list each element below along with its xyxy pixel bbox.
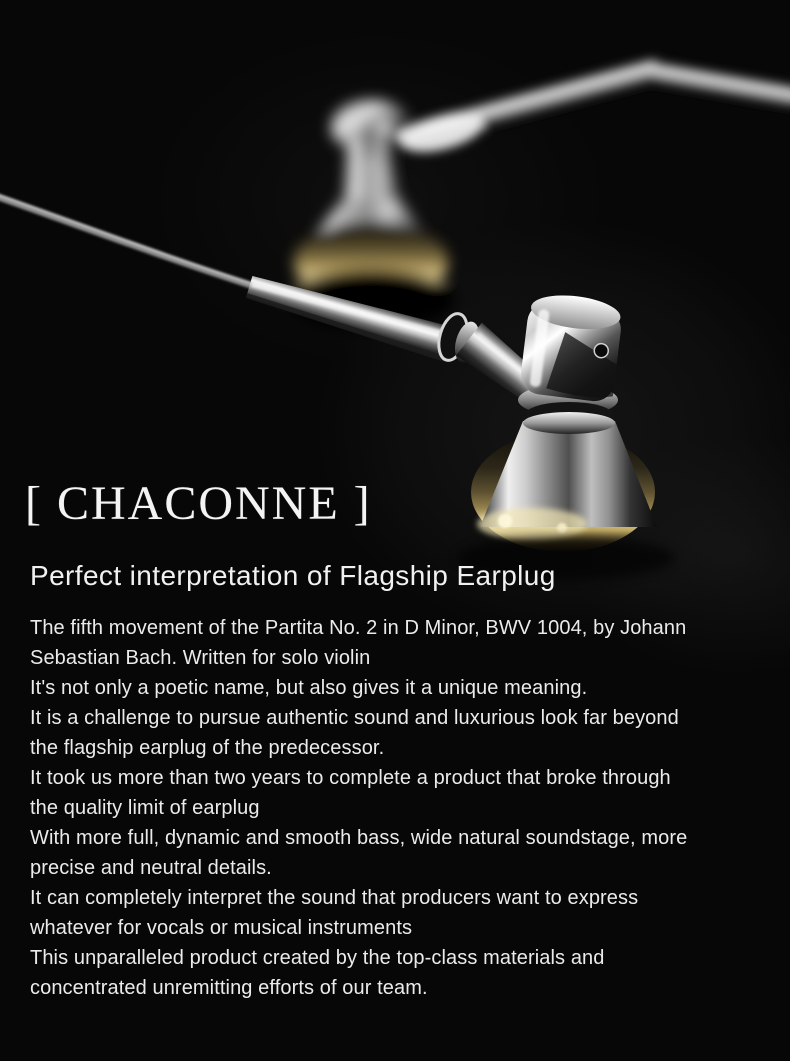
description-line: It took us more than two years to complete a product that broke through <box>30 767 671 789</box>
description-line: It can completely interpret the sound that producers want to express <box>30 887 639 909</box>
description-line: the quality limit of earplug <box>30 797 260 819</box>
description-line: With more full, dynamic and smooth bass, wide natural soundstage, more <box>30 827 688 849</box>
description-line: concentrated unremitting efforts of our team. <box>30 977 428 999</box>
description-line: The fifth movement of the Partita No. 2 in D Minor, BWV 1004, by Johann <box>30 617 687 639</box>
description-line: Sebastian Bach. Written for solo violin <box>30 647 371 669</box>
description-line: precise and neutral details. <box>30 857 272 879</box>
product-tagline: Perfect interpretation of Flagship Earplug <box>30 560 556 591</box>
description-line: whatever for vocals or musical instruments <box>30 917 413 939</box>
description-line: It's not only a poetic name, but also gives it a unique meaning. <box>30 677 588 699</box>
description-line: This unparalleled product created by the top-class materials and <box>30 947 605 969</box>
description-line: the flagship earplug of the predecessor. <box>30 737 385 759</box>
description-line: It is a challenge to pursue authentic sound and luxurious look far beyond <box>30 707 679 729</box>
product-description <box>30 613 775 1003</box>
product-name-title: [ CHACONNE ] <box>25 477 372 530</box>
